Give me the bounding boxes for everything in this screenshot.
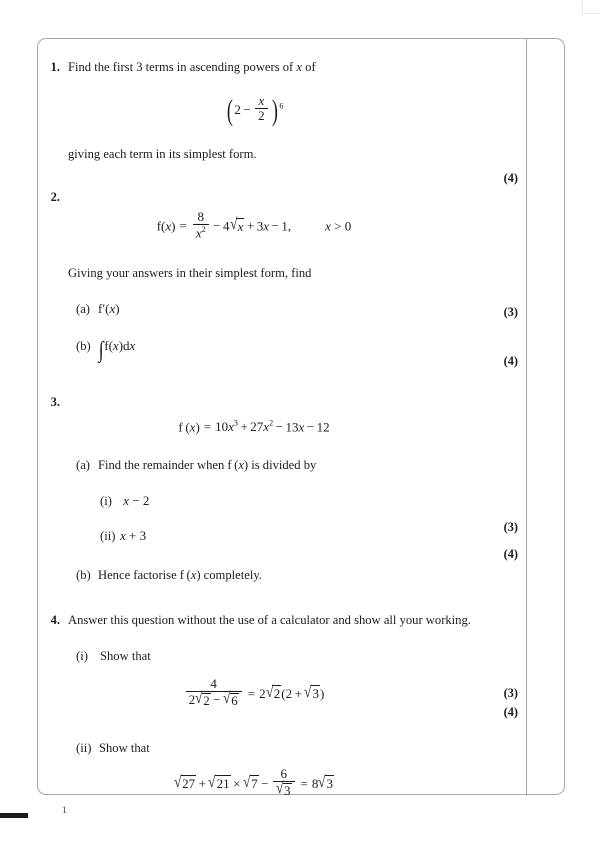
- right-paren: ): [271, 95, 278, 128]
- question-1-closing-row: [38, 146, 526, 163]
- expr-fraction: [255, 94, 268, 124]
- radicand: 3: [312, 686, 320, 702]
- question-2-part-b-marks: (4): [503, 353, 518, 368]
- expr-equals: =: [247, 685, 256, 701]
- expr-plus: +: [240, 419, 248, 435]
- part-ii-label: (ii): [76, 741, 92, 756]
- expr-frac-numerator: 6: [280, 766, 287, 782]
- rhs-sqrt-2: [265, 682, 282, 702]
- expr-fraction-6-over-sqrt3: [273, 767, 295, 798]
- question-4: [38, 612, 526, 800]
- radical-sign: √: [229, 214, 237, 234]
- question-3-part-a-i: [38, 493, 526, 510]
- radicand: 2: [273, 686, 281, 702]
- question-2-part-b: [38, 336, 526, 362]
- question-1-marks: (4): [503, 171, 518, 185]
- subpart-i-label: (i): [100, 494, 112, 509]
- question-4-part-ii-expression: [38, 766, 526, 800]
- question-2-number-row: [38, 189, 526, 206]
- question-4-stem: Answer this question without the use of a calculator and show all your working.: [68, 613, 471, 628]
- question-2-stem: Giving your answers in their simplest form, find: [68, 266, 312, 281]
- expr-frac-numerator: x: [258, 93, 265, 109]
- den-coef: 2: [188, 692, 196, 708]
- integral-icon: ∫: [98, 336, 104, 362]
- rhs-sqrt-3: [304, 682, 320, 702]
- expr-frac-numerator: 4: [210, 676, 217, 692]
- expr-minus-2: −: [271, 218, 279, 234]
- question-3-part-b: [38, 567, 526, 584]
- expr-fx: f(x): [156, 218, 176, 234]
- radical-sign: √: [275, 778, 284, 798]
- question-2-stem-row: [38, 265, 526, 282]
- sqrt-2: [195, 688, 211, 708]
- question-3-part-a-marks: (3): [503, 520, 518, 534]
- expr-fraction-8-over-x2: [193, 210, 209, 241]
- part-a-expression: f′(x): [98, 301, 120, 317]
- part-b-expression: ∫f(x)dx: [98, 336, 136, 362]
- question-3-number: 3.: [50, 395, 60, 409]
- question-3-part-b-marks: (4): [503, 547, 518, 561]
- radical-sign: √: [223, 688, 231, 708]
- expr-minus-1: −: [213, 218, 221, 234]
- radicand: 2: [203, 692, 210, 708]
- left-paren: (: [226, 95, 233, 128]
- part-b-label: (b): [76, 339, 91, 354]
- question-1-number: 1.: [50, 60, 60, 74]
- t2-power: 2: [269, 418, 274, 428]
- radicand: 3: [284, 782, 291, 798]
- question-1-closing: giving each term in its simplest form.: [68, 146, 257, 161]
- question-2-number: 2.: [50, 189, 60, 204]
- expr-power: 6: [279, 101, 284, 111]
- marks-column-divider: [526, 39, 527, 796]
- expr-term4: 12: [316, 419, 330, 435]
- radicand: x: [237, 218, 244, 234]
- radicand: 3: [326, 776, 334, 792]
- radical-sign: √: [318, 772, 326, 791]
- expr-fx: f (x): [178, 419, 200, 435]
- part-b-label: (b): [76, 568, 91, 583]
- subpart-ii-expression: x + 3: [120, 528, 147, 544]
- radical-sign: √: [195, 688, 203, 708]
- expr-frac-denominator: [273, 778, 295, 798]
- question-4-part-ii: [38, 740, 526, 757]
- question-2-expression: [38, 208, 526, 243]
- radical-sign: √: [173, 772, 182, 791]
- expr-equals: =: [300, 775, 308, 791]
- question-2-part-a-marks: (3): [503, 304, 518, 319]
- question-4-part-i-marks: (4): [503, 705, 518, 720]
- radicand: 7: [251, 776, 258, 792]
- t1-coef: 10: [215, 419, 229, 435]
- rhs-inner-operator: +: [294, 685, 302, 701]
- radicand: 6: [231, 692, 238, 708]
- question-4-part-i-expression: [38, 676, 526, 710]
- question-1-stem: Find the first 3 terms in ascending powers of x of: [68, 60, 316, 74]
- question-3: [38, 394, 526, 584]
- expr-main-fraction: [186, 677, 242, 708]
- subpart-ii-label: (ii): [100, 529, 116, 544]
- expr-operator: −: [243, 101, 251, 117]
- rhs-coef: 2: [259, 685, 266, 701]
- expr-plus: +: [246, 218, 255, 234]
- expr-minus-1: −: [275, 419, 283, 435]
- question-2-part-a: [38, 301, 526, 318]
- expr-equals: =: [203, 419, 212, 435]
- question-1-stem-row: [38, 59, 526, 76]
- den-operator: −: [213, 692, 221, 708]
- radical-sign: √: [208, 772, 216, 791]
- expr-equals: =: [179, 218, 187, 234]
- part-i-label: (i): [76, 649, 88, 664]
- rhs-sqrt-3: [318, 772, 334, 792]
- question-3-expression: [38, 419, 526, 435]
- expr-term3: 13x: [285, 419, 305, 435]
- question-4-stem-row: [38, 612, 526, 629]
- question-2: [38, 189, 526, 368]
- den-power: 2: [201, 224, 206, 234]
- question-4-part-i: [38, 648, 526, 665]
- question-4-part-ii-marks: (3): [503, 686, 518, 701]
- expr-minus-2: −: [306, 419, 315, 435]
- part-b-text: Hence factorise f (x) completely.: [98, 568, 262, 583]
- sqrt-3: [275, 778, 292, 798]
- t2-coef: 27: [250, 419, 264, 435]
- question-1-expression: [38, 93, 526, 128]
- expr-operator-2: ×: [233, 775, 241, 791]
- scan-corner-artifact: [582, 0, 600, 14]
- expr-domain: x > 0: [325, 218, 352, 234]
- expr-operator-3: −: [261, 775, 269, 791]
- question-3-number-row: [38, 394, 526, 411]
- expr-term2: $27x^2$: [250, 418, 274, 435]
- expr-frac-denominator: 2: [255, 108, 268, 124]
- sqrt-27: [173, 772, 196, 792]
- expr-term2-coef: 4: [223, 218, 230, 234]
- part-i-text: Show that: [100, 649, 151, 664]
- expr-rhs: [311, 772, 334, 792]
- radical-sign: √: [304, 682, 312, 701]
- radicand: 21: [216, 776, 230, 792]
- radical-sign: √: [265, 682, 274, 701]
- expr-frac-denominator: [186, 688, 242, 708]
- part-ii-text: Show that: [99, 741, 150, 756]
- radical-sign: √: [242, 772, 251, 791]
- den-base: x: [195, 225, 202, 241]
- sqrt-21: [208, 772, 230, 792]
- exam-page-frame: [37, 38, 565, 798]
- question-3-part-a: [38, 457, 526, 474]
- rhs-coef: 8: [311, 775, 319, 791]
- expr-rhs: 2√2(2 + √3): [259, 682, 325, 702]
- expr-comma: ,: [287, 218, 292, 234]
- expr-term1: $10x^3$: [215, 418, 238, 435]
- expr-term4: 1: [281, 218, 288, 234]
- expr-frac-numerator: 8: [197, 208, 205, 224]
- sqrt-7: [242, 772, 259, 792]
- expr-operator-1: +: [198, 775, 206, 791]
- page-number: 1: [62, 805, 67, 815]
- sqrt-6: [223, 688, 239, 708]
- expr-term3: 3x: [256, 218, 270, 234]
- page-edge-marker: [0, 813, 28, 818]
- radicand: 27: [182, 776, 196, 792]
- question-3-part-a-ii: [38, 528, 526, 545]
- subpart-i-expression: x − 2: [123, 493, 150, 509]
- question-4-number: 4.: [50, 613, 60, 628]
- question-1: [38, 59, 526, 185]
- expr-frac-denominator: [193, 224, 209, 241]
- expr-sqrt-x: [229, 214, 245, 234]
- part-a-label: (a): [76, 302, 90, 317]
- part-a-text: Find the remainder when f (x) is divided by: [98, 458, 317, 473]
- expr-base-a: 2: [234, 101, 241, 117]
- part-a-label: (a): [76, 458, 90, 473]
- t1-power: 3: [233, 418, 238, 428]
- rhs-inner-a: 2: [285, 685, 293, 701]
- question-content-area: [38, 39, 526, 796]
